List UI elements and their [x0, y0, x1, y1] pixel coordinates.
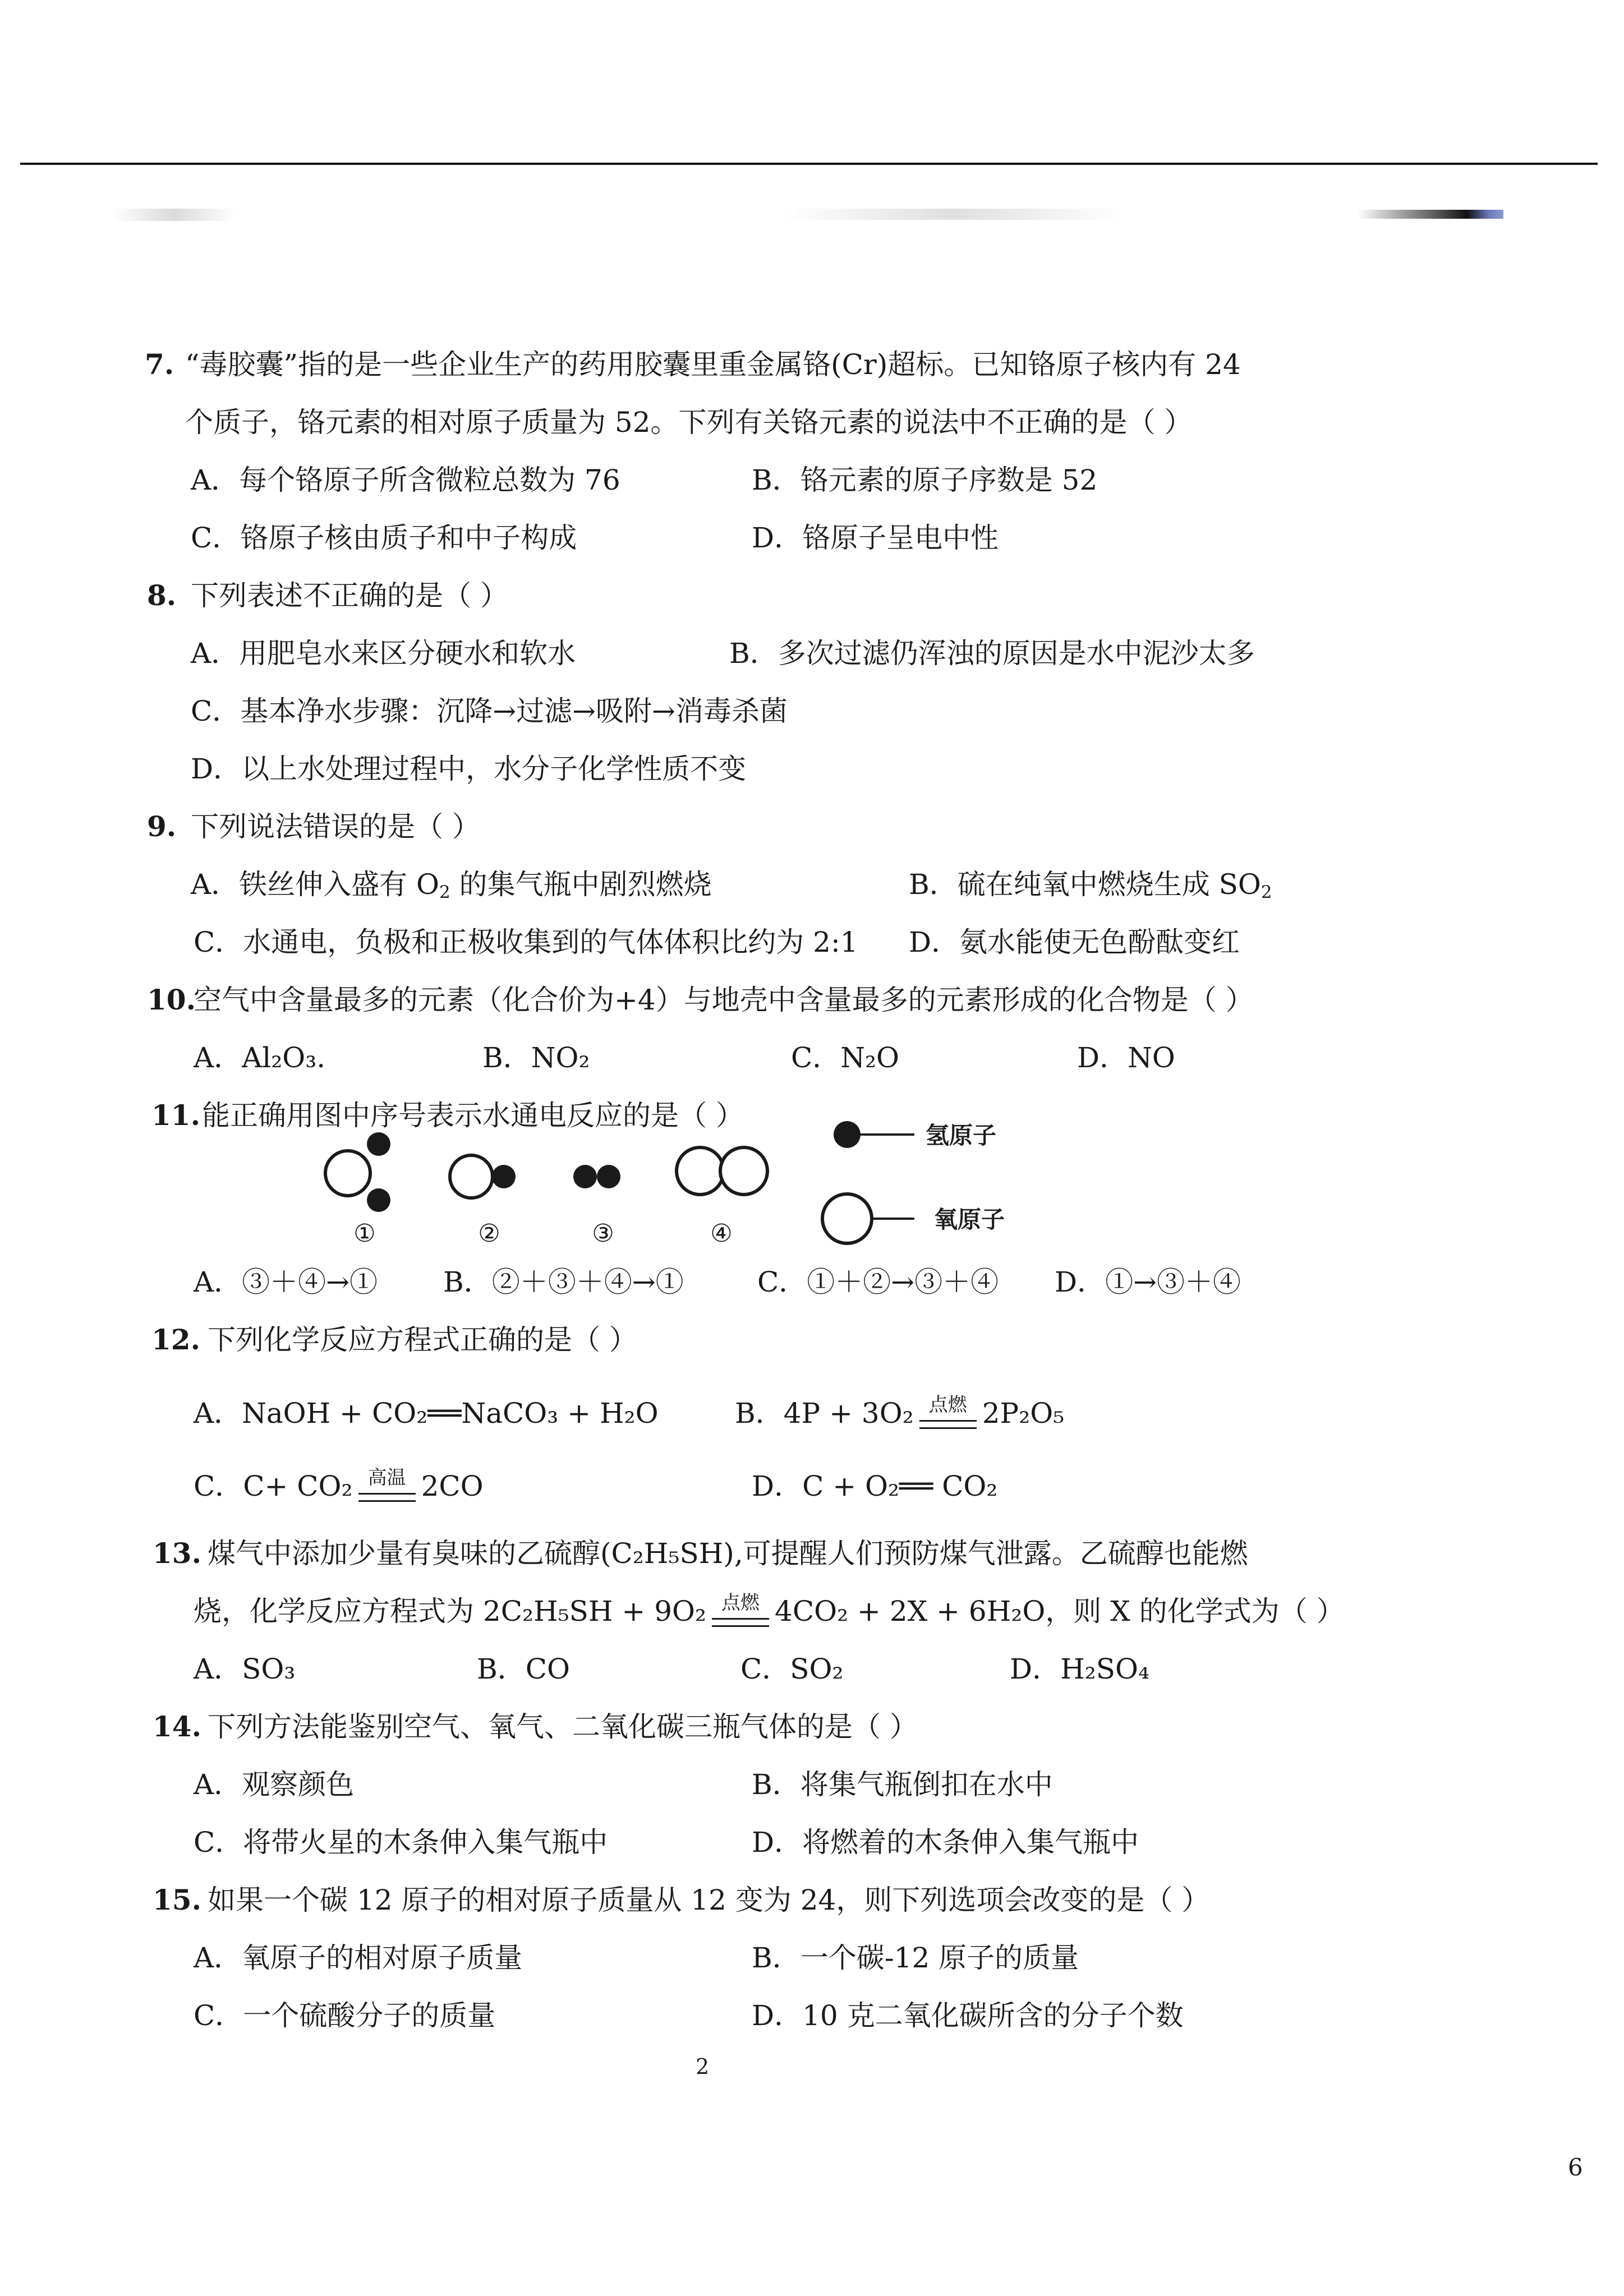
question-11-options [0, 1254, 1624, 1310]
question-14-options-ab [0, 1756, 1624, 1813]
option-b: B．多次过滤仍浑浊的原因是水中泥沙太多 [729, 637, 1255, 670]
molecule-label-3: ③ [592, 1219, 614, 1248]
option-c: C．基本净水步骤：沉降→过滤→吸附→消毒杀菌 [191, 695, 788, 727]
question-stem: 煤气中添加少量有臭味的乙硫醇(C₂H₅SH),可提醒人们预防煤气泄露。乙硫醇也能燃 [208, 1537, 1248, 1570]
question-11-stem [0, 1087, 1624, 1144]
question-13-line-1 [0, 1525, 1624, 1582]
question-9-options-ab [0, 856, 1624, 912]
molecule-label-4: ④ [710, 1219, 733, 1248]
option-a: A．每个铬原子所含微粒总数为 76 [191, 464, 620, 496]
question-7-line-2 [0, 394, 1624, 450]
question-15-options-cd [0, 1988, 1624, 2044]
option-a: A．③＋④→① [194, 1266, 378, 1298]
option-c: C．铬原子核由质子和中子构成 [191, 522, 577, 554]
molecule-3-hydrogen-model [573, 1165, 620, 1188]
option-a: A．Al₂O₃. [194, 1041, 326, 1074]
molecule-label-1: ① [353, 1219, 376, 1248]
question-number: 9. [147, 810, 177, 843]
reaction-condition-ignite: 点燃 [710, 1597, 771, 1630]
option-d: D．氨水能使无色酚酞变红 [909, 926, 1240, 958]
question-stem: 能正确用图中序号表示水通电反应的是（ ） [202, 1099, 744, 1132]
legend-hydrogen-label: 氢原子 [926, 1122, 997, 1149]
question-number: 12. [151, 1323, 200, 1356]
question-number: 8. [147, 579, 177, 612]
question-8-options-ab [0, 625, 1624, 681]
option-d: D．以上水处理过程中，水分子化学性质不变 [191, 753, 747, 785]
legend-oxygen-label: 氧原子 [934, 1206, 1005, 1233]
question-12-stem [0, 1312, 1624, 1368]
option-d: D．C + O₂══ CO₂ [752, 1470, 998, 1502]
molecule-4-oxygen-model [677, 1147, 767, 1195]
molecule-1-water-model [325, 1132, 390, 1212]
question-stem: 下列方法能鉴别空气、氧气、二氧化碳三瓶气体的是（ ） [208, 1711, 918, 1743]
question-9-options-cd [0, 914, 1624, 970]
question-number: 11. [151, 1099, 200, 1132]
question-9-stem [0, 799, 1624, 855]
question-stem: 下列表述不正确的是（ ） [191, 579, 508, 612]
question-stem: 如果一个碳 12 原子的相对原子质量从 12 变为 24，则下列选项会改变的是（ ） [208, 1884, 1210, 1916]
question-8-stem [0, 568, 1624, 624]
molecule-2-oh-model [450, 1155, 516, 1198]
option-c: C．①＋②→③＋④ [757, 1266, 999, 1298]
question-10-stem [0, 972, 1624, 1028]
reaction-condition-high-temp: 高温 [356, 1472, 418, 1505]
question-14-options-cd [0, 1814, 1624, 1870]
reaction-condition-ignite: 点燃 [917, 1399, 979, 1432]
question-number: 10. [147, 983, 196, 1016]
option-b: B．4P + 3O₂ 点燃 2P₂O₅ [735, 1385, 1064, 1441]
question-15-stem [0, 1872, 1624, 1928]
question-12-options-ab [0, 1385, 1624, 1441]
question-13-line-2 [0, 1583, 1624, 1639]
option-c: C．N₂O [791, 1041, 900, 1074]
corner-page-index: 6 [1568, 2154, 1583, 2181]
option-d: D．NO [1077, 1041, 1175, 1074]
question-15-options-ab [0, 1930, 1624, 1986]
option-a: A．铁丝伸入盛有 $O_2$ 的集气瓶中剧烈燃烧 [191, 868, 712, 902]
option-d: D．①→③＋④ [1055, 1266, 1241, 1298]
option-a: A．SO₃ [194, 1653, 296, 1685]
question-stem: 个质子，铬元素的相对原子质量为 52。下列有关铬元素的说法中不正确的是（ ） [185, 406, 1193, 439]
question-number: 13. [153, 1537, 201, 1570]
question-stem: “毒胶囊”指的是一些企业生产的药用胶囊里重金属铬(Cr)超标。已知铬原子核内有 24 [185, 348, 1241, 381]
option-c: C．SO₂ [740, 1653, 844, 1685]
question-8-option-c [0, 683, 1624, 739]
question-13-options [0, 1641, 1624, 1697]
option-b: B．将集气瓶倒扣在水中 [752, 1768, 1053, 1801]
option-a: A．氧原子的相对原子质量 [194, 1942, 523, 1974]
question-number: 14. [153, 1710, 201, 1743]
option-b: B．硫在纯氧中燃烧生成 $SO_2$ [909, 868, 1272, 902]
question-7-options-ab [0, 452, 1624, 508]
question-stem: 空气中含量最多的元素（化合价为+4）与地壳中含量最多的元素形成的化合物是（ ） [194, 984, 1254, 1016]
question-12-options-cd [0, 1458, 1624, 1514]
molecule-label-2: ② [478, 1219, 500, 1248]
question-10-options [0, 1030, 1624, 1086]
question-14-stem [0, 1699, 1624, 1755]
question-number: 7. [145, 348, 174, 381]
page-number: 2 [696, 2054, 710, 2079]
question-number: 15. [153, 1883, 201, 1916]
option-a: A．用肥皂水来区分硬水和软水 [191, 637, 576, 670]
question-7-options-cd [0, 510, 1624, 566]
option-b: B．CO [477, 1653, 570, 1685]
legend-symbols [819, 1113, 931, 1248]
option-c: C．水通电，负极和正极收集到的气体体积比约为 2:1 [194, 926, 858, 958]
oxygen-atom-symbol [822, 1194, 872, 1243]
option-a: A．NaOH + CO₂══NaCO₃ + H₂O [194, 1397, 659, 1430]
hydrogen-atom-symbol [834, 1121, 861, 1148]
option-d: D．10 克二氧化碳所含的分子个数 [752, 1999, 1184, 2032]
question-stem: 烧，化学反应方程式为 2C₂H₅SH + 9O₂ 点燃 4CO₂ + 2X + 6H₂O，则 X 的化学式为（ ） [194, 1583, 1345, 1639]
option-a: A．观察颜色 [194, 1768, 355, 1801]
option-c: C．将带火星的木条伸入集气瓶中 [194, 1826, 608, 1859]
option-d: D．H₂SO₄ [1010, 1653, 1150, 1685]
question-7-line-1 [0, 336, 1624, 393]
question-8-option-d [0, 741, 1624, 797]
option-c: C．一个硫酸分子的质量 [194, 1999, 496, 2032]
option-c: C．C+ CO₂ 高温 2CO [194, 1458, 484, 1514]
option-b: B．②＋③＋④→① [443, 1266, 684, 1298]
option-d: D．将燃着的木条伸入集气瓶中 [752, 1826, 1139, 1859]
option-d: D．铬原子呈电中性 [752, 522, 999, 554]
question-stem: 下列化学反应方程式正确的是（ ） [208, 1324, 637, 1356]
question-stem: 下列说法错误的是（ ） [191, 810, 480, 843]
option-b: B．NO₂ [482, 1041, 590, 1074]
option-b: B．一个碳-12 原子的质量 [752, 1942, 1079, 1974]
option-b: B．铬元素的原子序数是 52 [752, 464, 1098, 496]
